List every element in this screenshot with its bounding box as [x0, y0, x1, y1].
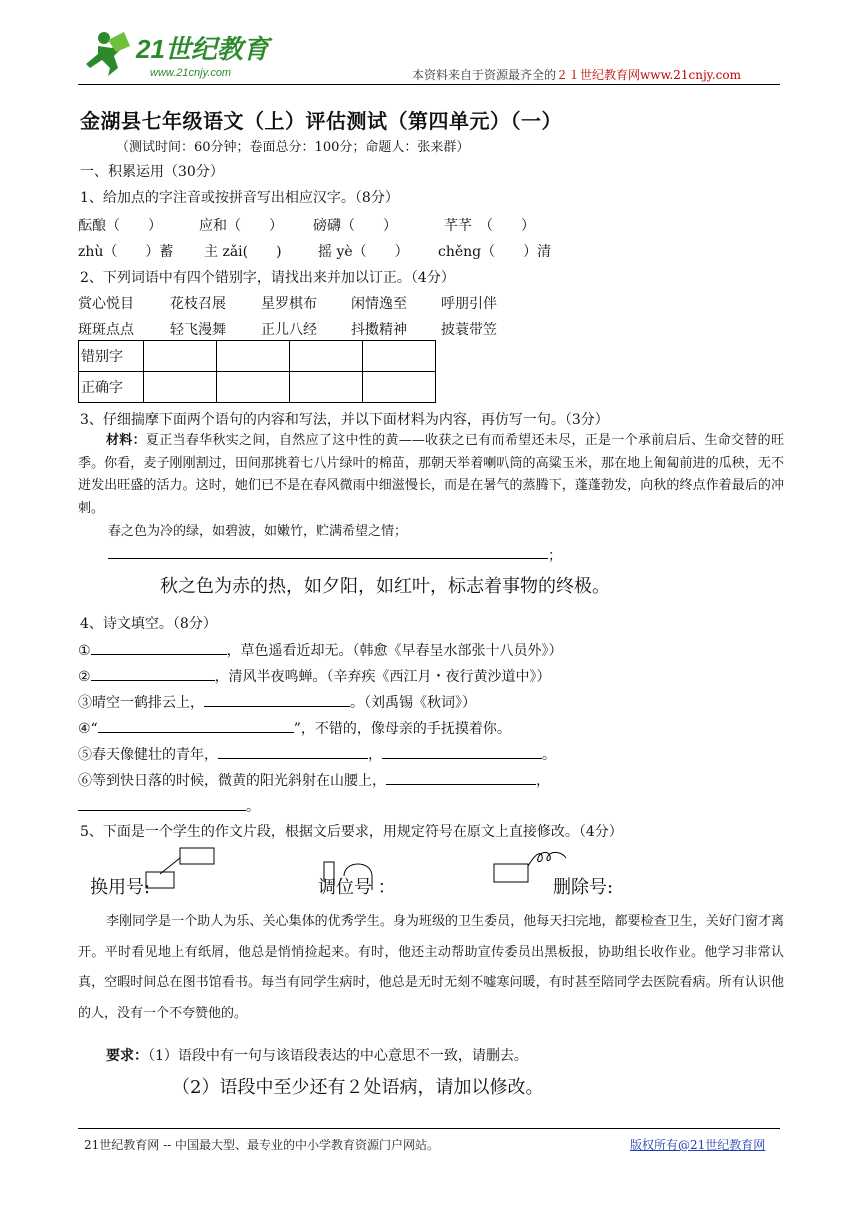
answer-cell[interactable] [290, 372, 363, 403]
end-mark: ； [548, 548, 562, 564]
material-text: 夏正当春华秋实之间，自然应了这中性的黄——收获之已有而希望还未尽，正是一个承前启后、生命交替的旺季。你看，麦子刚刚割过，田间那挑着七八片绿叶的棉苗，那朝天举着喇叭筒的高粱玉米，那在地上匍匐前进的瓜秧，无不迸发出旺盛的活力。这时，她们已不是在春风微雨中细滋慢长，而是在暑气的蒸腾下，蓬蓬勃发，向秋的终点作着最后的冲刺。 [78, 433, 784, 516]
header-divider [78, 84, 780, 85]
svg-text:www.21cnjy.com: www.21cnjy.com [150, 67, 232, 79]
poem-text: ⑥等到快日落的时候，微黄的阳光斜射在山腰上， [78, 773, 386, 789]
footer-text: 21世纪教育网 -- 中国最大型、最专业的中小学教育资源门户网站。 [84, 1138, 440, 1152]
svg-text:21世纪教育: 21世纪教育 [136, 34, 269, 64]
answer-cell[interactable] [217, 341, 290, 372]
blank-line[interactable] [386, 770, 536, 785]
q2-word: 轻飞漫舞 [170, 322, 226, 338]
blank-line[interactable] [91, 666, 215, 681]
requirements-label: 要求： [106, 1048, 148, 1064]
q1-item: 磅礴（ ） [313, 218, 397, 234]
poem-line-6 [78, 770, 550, 791]
header-brand: ２１世纪教育网 [556, 68, 641, 82]
q2-word: 闲情逸至 [351, 296, 407, 312]
question-4-prompt: 4、诗文填空。（8分） [80, 616, 217, 632]
copyright-link[interactable]: 版权所有@21世纪教育网 [630, 1138, 766, 1152]
poem-text: ， [368, 747, 382, 763]
poem-line-7 [78, 796, 260, 817]
swap-symbol-label: 调位号 ： [318, 877, 396, 898]
material-paragraph [78, 430, 784, 520]
poem-text: ① [78, 643, 91, 659]
blank-line[interactable] [78, 796, 246, 811]
poem-text: ② [78, 669, 91, 685]
q1-item: chěng（ ）清 [438, 244, 552, 260]
requirement-2: （2）语段中至少还有２处语病，请加以修改。 [172, 1077, 544, 1098]
answer-line[interactable] [108, 558, 548, 559]
table-row-label: 正确字 [79, 372, 144, 403]
blank-line[interactable] [91, 640, 227, 655]
table-row-label: 错别字 [79, 341, 144, 372]
poem-text: ， [536, 773, 550, 789]
replace-symbol-label: 换用号: [90, 877, 151, 898]
q2-word: 斑斑点点 [78, 322, 134, 338]
material-label: 材料： [106, 433, 146, 448]
correction-table [78, 340, 436, 403]
q2-word: 呼朋引伴 [441, 296, 497, 312]
test-info: （测试时间：60分钟；卷面总分：100分；命题人：张来群） [116, 140, 470, 155]
question-2-prompt: 2、下列词语中有四个错别字，请找出来并加以订正。（4分） [80, 270, 455, 286]
q2-word: 花枝召展 [170, 296, 226, 312]
poem-line-3 [78, 692, 476, 713]
poem-line-2 [78, 666, 551, 687]
blank-line[interactable] [382, 744, 542, 759]
answer-cell[interactable] [363, 372, 436, 403]
table-row [79, 372, 436, 403]
footer-divider [78, 1128, 780, 1129]
poem-line-4 [78, 718, 511, 739]
swap-symbol-icon [320, 856, 380, 900]
page-title: 金湖县七年级语文（上）评估测试（第四单元）（一） [80, 109, 562, 133]
spring-sentence: 春之色为冷的绿，如碧波，如嫩竹，贮满希望之情； [108, 524, 408, 539]
q2-word: 正儿八经 [261, 322, 317, 338]
table-row [79, 341, 436, 372]
requirement-1: （1）语段中有一句与该语段表达的中心意思不一致，请删去。 [148, 1048, 528, 1064]
poem-text: ④“ [78, 721, 98, 737]
poem-text: 。 [246, 799, 260, 815]
q2-word: 星罗棋布 [261, 296, 317, 312]
replace-symbol-icon [140, 846, 230, 894]
question-3-prompt: 3、仔细揣摩下面两个语句的内容和写法，并以下面材料为内容，再仿写一句。（3分） [80, 412, 609, 428]
q2-word: 赏心悦目 [78, 296, 134, 312]
question-1-prompt: 1、给加点的字注音或按拼音写出相应汉字。（8分） [80, 190, 399, 206]
answer-cell[interactable] [217, 372, 290, 403]
header-note [412, 66, 741, 83]
runner-logo-icon [78, 26, 298, 86]
answer-cell[interactable] [290, 341, 363, 372]
poem-line-1 [78, 640, 563, 661]
poem-text: ，草色遥看近却无。（韩愈《早春呈水部张十八员外》） [226, 643, 563, 659]
requirements [106, 1046, 528, 1066]
q1-item: 酝酿（ ） [78, 218, 162, 234]
answer-cell[interactable] [144, 341, 217, 372]
q1-item: zhù（ ）蓄 [78, 244, 174, 260]
poem-text: ③晴空一鹤排云上， [78, 695, 204, 711]
blank-line[interactable] [218, 744, 368, 759]
q2-word: 披蓑带笠 [441, 322, 497, 338]
answer-cell[interactable] [144, 372, 217, 403]
header-note-text: 本资料来自于资源最齐全的 [412, 68, 557, 82]
essay-passage: 李刚同学是一个助人为乐、关心集体的优秀学生。身为班级的卫生委员，他每天扫完地，都要检查卫生，关好门窗才离开。平时看见地上有纸屑，他总是悄悄捡起来。有时，他还主动帮助宣传委员出黑板报，协助组长收作业。他学习非常认真，空暇时间总在图书馆看书。每当有同学生病时，他总是无时无刻不嘘寒问暖，有时甚至陪同学去医院看病。所有认识他的人，没有一个不夸赞他的。 [78, 914, 784, 1021]
poem-text: ，清风半夜鸣蝉。（辛弃疾《西江月・夜行黄沙道中》） [214, 669, 551, 685]
q2-word: 抖擞精神 [351, 322, 407, 338]
autumn-sentence: 秋之色为赤的热，如夕阳，如红叶，标志着事物的终极。 [160, 576, 610, 597]
poem-text: 。 [542, 747, 556, 763]
section-heading: 一、积累运用（30分） [80, 164, 224, 180]
q1-item: 摇 yè（ ） [318, 244, 409, 260]
question-5-prompt: 5、下面是一个学生的作文片段，根据文后要求，用规定符号在原文上直接修改。（4分） [80, 824, 623, 840]
poem-line-5 [78, 744, 556, 765]
answer-cell[interactable] [363, 341, 436, 372]
poem-text: ”，不错的，像母亲的手抚摸着你。 [293, 721, 511, 737]
site-logo [78, 26, 298, 86]
poem-text: ⑤春天像健壮的青年， [78, 747, 218, 763]
delete-symbol-label: 删除号: [553, 877, 614, 898]
blank-line[interactable] [204, 692, 350, 707]
q1-item: 应和（ ） [199, 218, 283, 234]
q1-item: 主 zǎi( ) [204, 244, 282, 260]
header-url[interactable]: www.21cnjy.com [640, 68, 741, 82]
q1-item: 芊芊 （ ） [444, 218, 535, 234]
poem-text: 。（刘禹锡《秋词》） [350, 695, 476, 711]
blank-line[interactable] [98, 718, 294, 733]
